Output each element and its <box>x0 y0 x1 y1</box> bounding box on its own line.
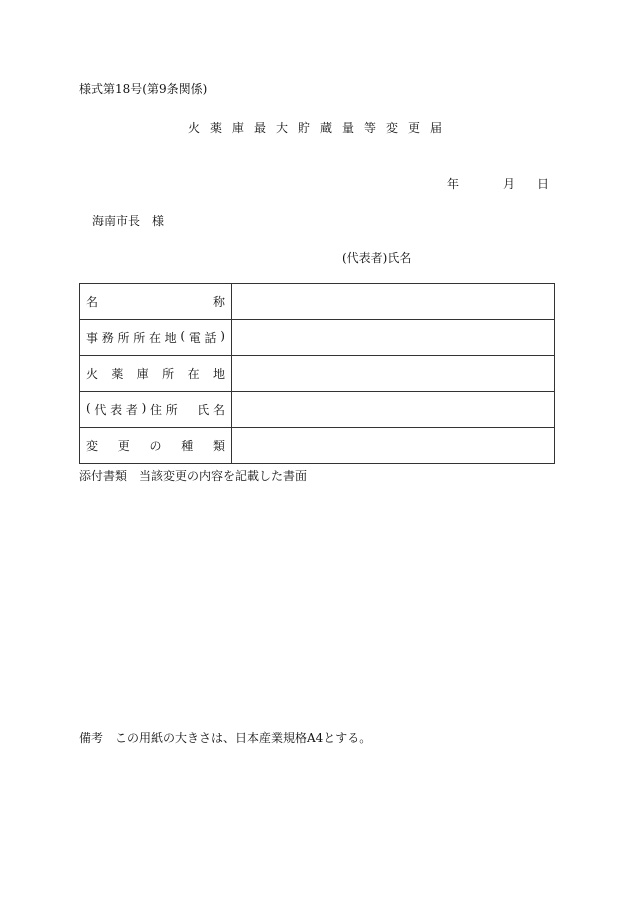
label-char: 事 <box>86 331 99 345</box>
table-row <box>80 356 555 392</box>
label-char: 類 <box>212 439 225 453</box>
label-char: ( <box>180 329 186 343</box>
label-char: 変 <box>86 439 99 453</box>
value-name[interactable] <box>232 284 555 320</box>
row-label-magazine-location <box>80 356 232 392</box>
value-magazine-location[interactable] <box>232 356 555 392</box>
label-char: 表 <box>110 403 123 417</box>
label-char: ( <box>86 401 91 415</box>
label-char: 称 <box>212 295 225 309</box>
label-char: 地 <box>164 331 177 345</box>
day-label: 日 <box>537 177 550 191</box>
label-char: 種 <box>181 439 194 453</box>
label-char: 者 <box>125 403 138 417</box>
value-change-type[interactable] <box>232 428 555 464</box>
label-char: 地 <box>212 367 225 381</box>
representative-name-label: (代表者)氏名 <box>342 251 412 265</box>
date-line <box>447 175 549 192</box>
label-char: 所 <box>162 367 175 381</box>
label-char: ) <box>141 401 147 415</box>
label-char: 氏 <box>197 403 210 417</box>
attachments-note: 添付書類 当該変更の内容を記載した書面 <box>79 469 308 483</box>
label-char: 所 <box>133 331 146 345</box>
table-row <box>80 428 555 464</box>
addressee: 海南市長 様 <box>92 214 165 228</box>
year-label: 年 <box>447 177 460 191</box>
label-char: 在 <box>187 367 200 381</box>
row-label-name <box>80 284 232 320</box>
label-spread <box>86 329 225 346</box>
label-char: の <box>149 439 162 453</box>
label-char: 所 <box>165 403 178 417</box>
month-label: 月 <box>503 177 516 191</box>
form-number: 様式第18号(第9条関係) <box>79 82 208 96</box>
remarks-note: 備考 この用紙の大きさは、日本産業規格A4とする。 <box>79 731 372 745</box>
table-row <box>80 284 555 320</box>
label-char: 庫 <box>136 367 149 381</box>
label-char: 名 <box>86 295 99 309</box>
label-char <box>181 401 193 418</box>
value-representative-address-name[interactable] <box>232 392 555 428</box>
label-char: 務 <box>101 331 114 345</box>
info-table <box>79 283 555 464</box>
label-char: 名 <box>212 403 225 417</box>
label-spread <box>86 365 225 382</box>
label-char: 代 <box>94 403 107 417</box>
row-label-change-type <box>80 428 232 464</box>
label-spread <box>86 293 225 310</box>
label-char: 火 <box>86 367 99 381</box>
label-spread <box>86 437 225 454</box>
label-char: 薬 <box>111 367 124 381</box>
row-label-office-address <box>80 320 232 356</box>
label-char: 話 <box>204 331 217 345</box>
table-row <box>80 392 555 428</box>
label-spread <box>86 401 225 418</box>
table-row <box>80 320 555 356</box>
label-char: 所 <box>117 331 130 345</box>
label-char: 住 <box>150 403 163 417</box>
label-char: 更 <box>117 439 130 453</box>
label-char: ) <box>220 329 225 343</box>
label-char: 在 <box>148 331 161 345</box>
document-title: 火薬庫最大貯蔵量等変更届 <box>187 121 452 135</box>
row-label-representative-address-name <box>80 392 232 428</box>
label-char: 電 <box>188 331 201 345</box>
value-office-address[interactable] <box>232 320 555 356</box>
